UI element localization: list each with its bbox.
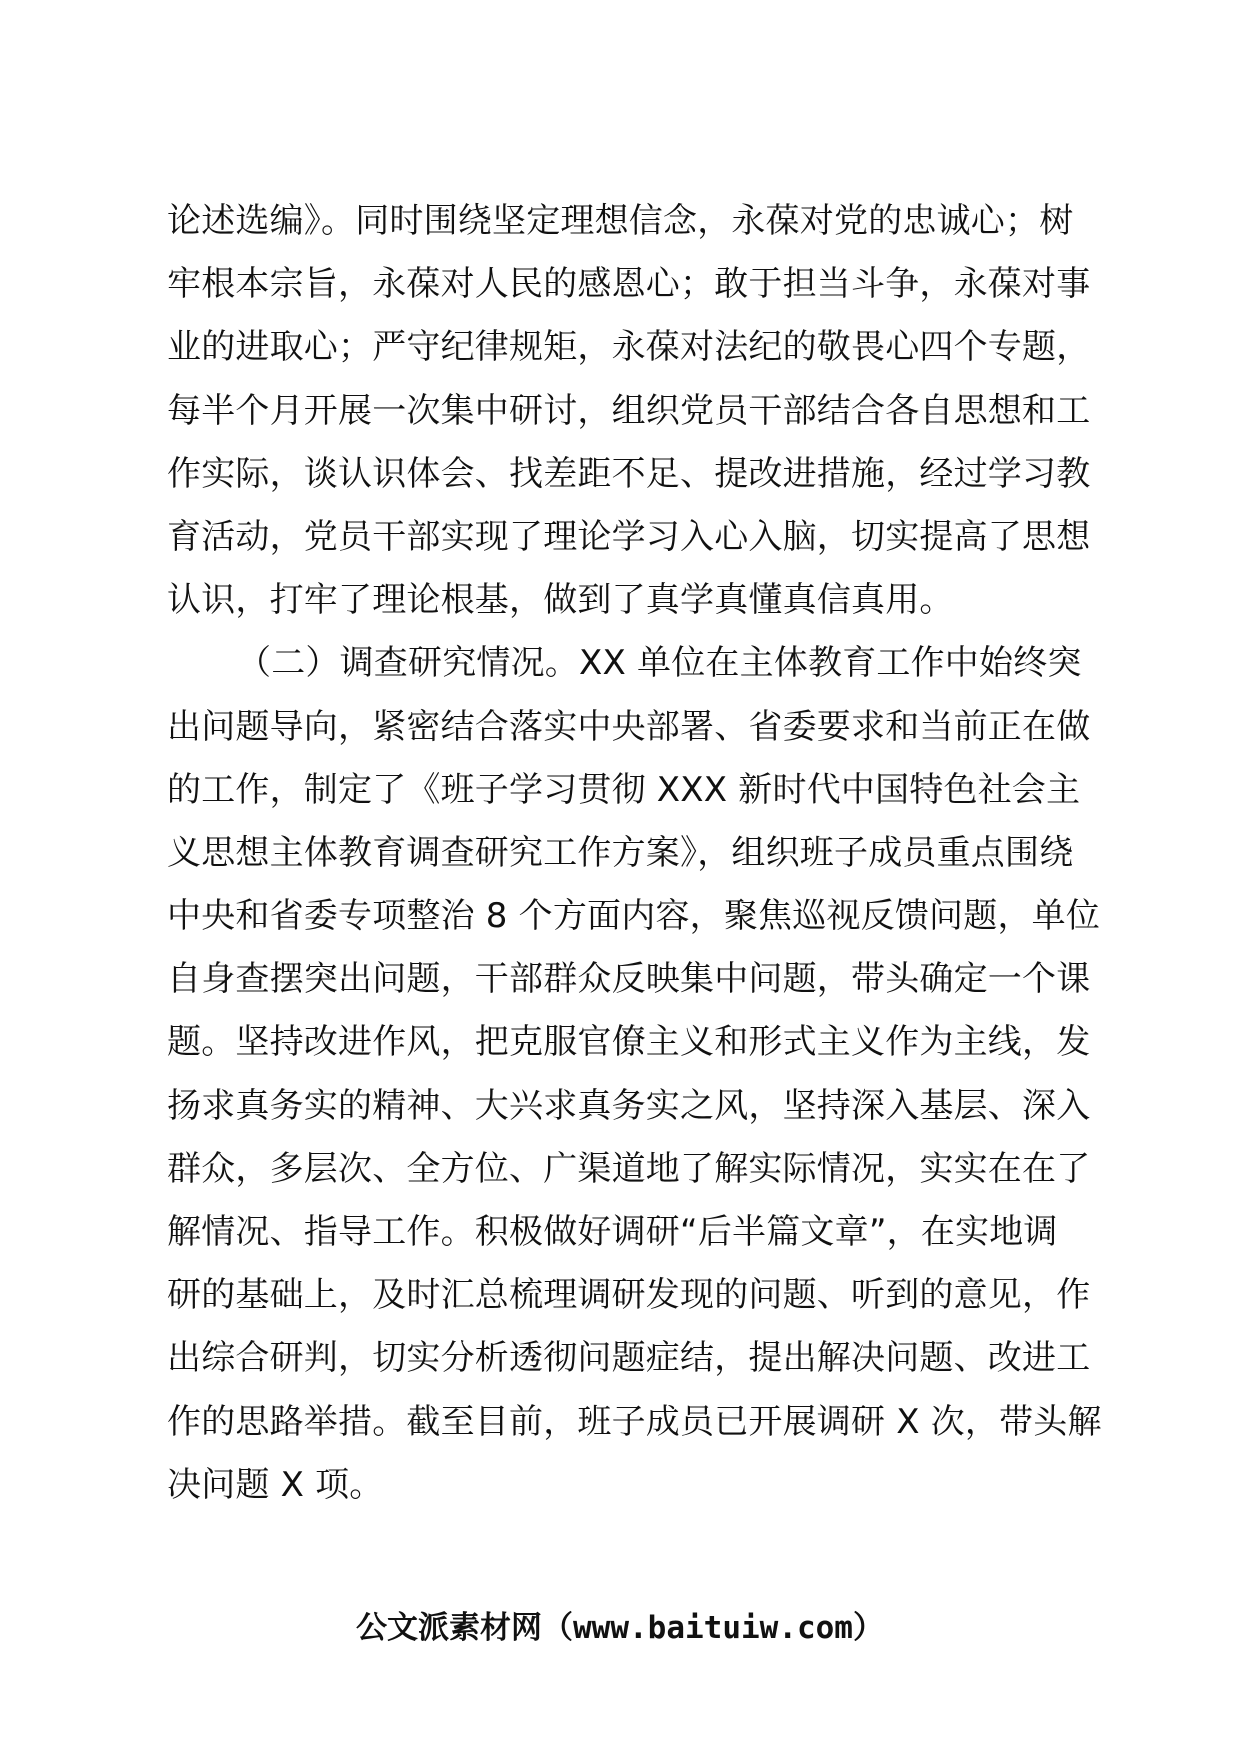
text-line: 论述选编》。同时围绕坚定理想信念，永葆对党的忠诚心；树 [167, 201, 1074, 241]
text-line: 每半个月开展一次集中研讨，组织党员干部结合各自思想和工 [167, 390, 1091, 431]
text-line: 认识，打牢了理论根基，做到了真学真懂真信真用。 [167, 580, 954, 621]
text-line: 扬求真务实的精神、大兴求真务实之风，坚持深入基层、深入 [167, 1085, 1091, 1126]
body-text [167, 190, 1102, 1517]
text-line: 题。坚持改进作风，把克服官僚主义和形式主义作为主线，发 [167, 1022, 1091, 1063]
section-heading-line: （二）调查研究情况。XX 单位在主体教育工作中始终突 [237, 643, 1082, 684]
text-line: 出问题导向，紧密结合落实中央部署、省委要求和当前正在做 [167, 706, 1091, 747]
text-line: 的工作，制定了《班子学习贯彻 XXX 新时代中国特色社会主 [167, 769, 1081, 810]
text-line: 解情况、指导工作。积极做好调研“后半篇文章”，在实地调 [167, 1212, 1058, 1252]
text-line: 群众，多层次、全方位、广渠道地了解实际情况，实实在在了 [167, 1148, 1091, 1189]
footer-url: （www.baituiw.com） [542, 1610, 884, 1646]
text-line: 业的进取心；严守纪律规矩，永葆对法纪的敬畏心四个专题， [167, 327, 1091, 368]
text-line: 牢根本宗旨，永葆对人民的感恩心；敢于担当斗争，永葆对事 [167, 264, 1091, 305]
text-line: 出综合研判，切实分析透彻问题症结，提出解决问题、改进工 [167, 1338, 1091, 1379]
text-line: 义思想主体教育调查研究工作方案》，组织班子成员重点围绕 [167, 832, 1074, 873]
text-line: 作的思路举措。截至目前，班子成员已开展调研 X 次，带头解 [167, 1401, 1102, 1442]
footer-site-name: 公文派素材网 [356, 1610, 543, 1646]
text-line: 决问题 X 项。 [167, 1464, 384, 1505]
text-line: 作实际，谈认识体会、找差距不足、提改进措施，经过学习教 [167, 453, 1091, 494]
text-line: 研的基础上，及时汇总梳理调研发现的问题、听到的意见，作 [167, 1275, 1091, 1316]
text-line: 自身查摆突出问题，干部群众反映集中问题，带头确定一个课 [167, 959, 1091, 1000]
text-line: 育活动，党员干部实现了理论学习入心入脑，切实提高了思想 [167, 516, 1091, 557]
page-footer [0, 1608, 1240, 1648]
text-line: 中央和省委专项整治 8 个方面内容，聚焦巡视反馈问题，单位 [167, 896, 1101, 937]
